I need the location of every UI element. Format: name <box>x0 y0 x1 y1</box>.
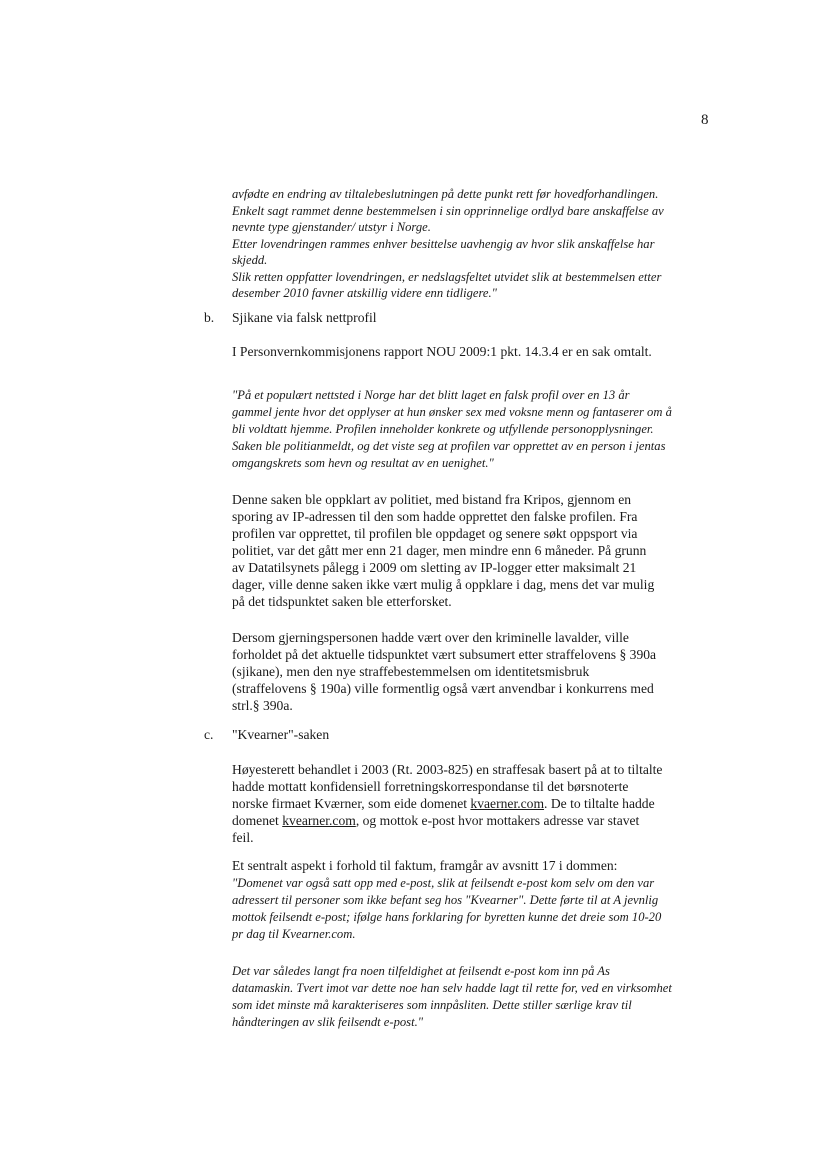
section-c-para-1-text-c: , og mottok e-post hvor mottakers adresse var stavet feil. <box>232 813 640 845</box>
section-c-para-2-intro: Et sentralt aspekt i forhold til faktum, framgår av avsnitt 17 i dommen: <box>232 858 618 873</box>
section-b-intro: I Personvernkommisjonens rapport NOU 2009:1 pkt. 14.3.4 er en sak omtalt. <box>232 344 652 359</box>
kvearner-link[interactable]: kvearner.com <box>282 813 356 828</box>
page-number: 8 <box>701 112 709 128</box>
section-b-quote: "På et populært nettsted i Norge har det blitt laget en falsk profil over en 13 år gammel jente hvor det opplyser at hun ønsker sex med voksne menn og fantaserer om å bli voldtatt hjemme. Profilen inneholder konkrete og utfyllende personopplysninger. Saken ble politianmeldt, og det viste seg at profilen var opprettet av en person i jentas omgangskrets som hevn og resultat av en uenighet." <box>232 388 672 470</box>
top-quote-line-1: avfødte en endring av tiltalebeslutningen på dette punkt rett før hovedforhandlingen. <box>232 187 659 201</box>
top-quote-line-2: Enkelt sagt rammet denne bestemmelsen i sin opprinnelige ordlyd bare anskaffelse av nevnte type gjenstander/ utstyr i Norge. <box>232 203 664 234</box>
top-quote-line-3: Etter lovendringen rammes enhver besittelse uavhengig av hvor slik anskaffelse har skjedd. <box>232 236 655 267</box>
section-c-para-1 <box>232 761 664 846</box>
section-b-para-1: Denne saken ble oppklart av politiet, med bistand fra Kripos, gjennom en sporing av IP-adressen til den som hadde opprettet den falske profilen. Fra profilen var opprettet, til profilen ble oppdaget og senere søkt oppsport via politiet, var det gått mer enn 21 dager, men mindre enn 6 måneder. På grunn av Datatilsynets pålegg i 2009 om sletting av IP-logger etter maksimalt 21 dager, ville denne saken ikke vært mulig å oppklare i dag, mens det var mulig på det tidspunktet saken ble etterforsket. <box>232 492 655 609</box>
section-c-label: c. <box>204 727 214 742</box>
section-c-para-1-text-a: Høyesterett behandlet i 2003 (Rt. 2003-825) en straffesak basert på at to tiltalte hadde mottatt konfidensiell forretningskorrespondanse til det børsnoterte norske firmaet Kværner, som eide domenet <box>232 762 663 811</box>
section-c-para-1-text-b: . De to tiltalte hadde domenet <box>232 796 655 828</box>
top-quote-line-4: Slik retten oppfatter lovendringen, er nedslagsfeltet utvidet slik at bestemmelsen etter desember 2010 favner atskillig videre enn tidligere." <box>232 269 662 300</box>
section-c-quote-2: Det var således langt fra noen tilfeldighet at feilsendt e-post kom inn på As datamaskin. Tvert imot var dette noe han selv hadde lagt til rette for, ved en virksomhet som idet minste må karakteriseres som innpåsliten. Dette stiller særlige krav til håndteringen av slik feilsendt e-post." <box>232 964 672 1029</box>
section-b-label: b. <box>204 310 215 325</box>
section-b-para-2: Dersom gjerningspersonen hadde vært over den kriminelle lavalder, ville forholdet på det aktuelle tidspunktet vært subsumert etter straffelovens § 390a (sjikane), men den nye straffebestemmelsen om identitetsmisbruk (straffelovens § 190a) ville formentlig også vært anvendbar i konkurrens med strl.§ 390a. <box>232 630 657 713</box>
section-b-heading: Sjikane via falsk nettprofil <box>232 310 377 325</box>
top-quote <box>232 186 672 302</box>
section-c-quote-1: "Domenet var også satt opp med e-post, slik at feilsendt e-post kom selv om den var adressert til personer som ikke befant seg hos "Kvearner". Dette førte til at A jevnlig mottok feilsendt e-post; ifølge hans forklaring for byretten kunne det dreie som 10-20 pr dag til Kvearner.com. <box>232 876 662 941</box>
section-c-heading: "Kvearner"-saken <box>232 727 330 742</box>
kvaerner-link[interactable]: kvaerner.com <box>470 796 545 811</box>
